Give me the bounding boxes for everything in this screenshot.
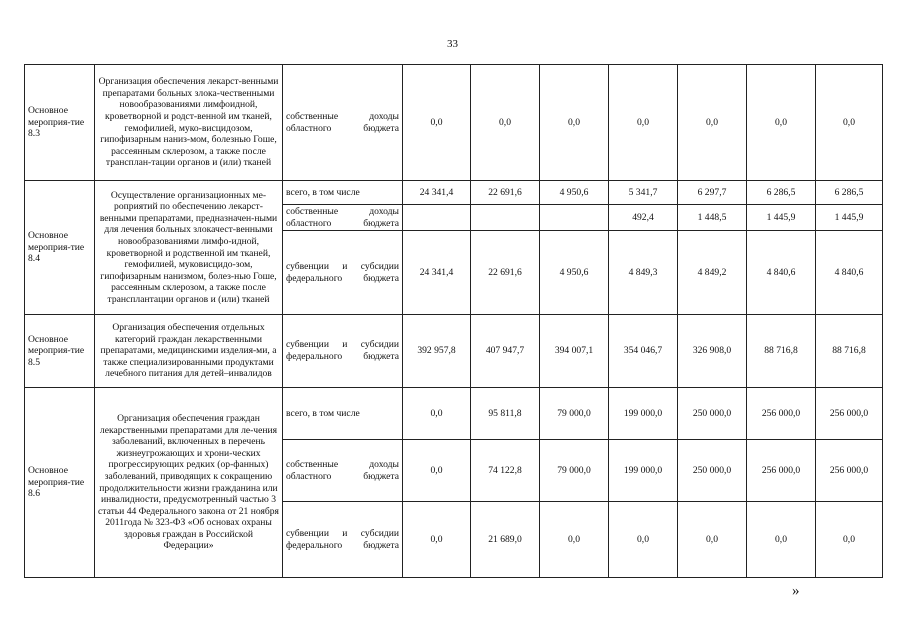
value-cell: 0,0 — [678, 65, 747, 181]
value-cell — [403, 205, 471, 231]
value-cell: 4 849,2 — [678, 231, 747, 315]
activity-cell: Основное мероприя-тие 8.3 — [25, 65, 95, 181]
closing-quote: » — [792, 583, 800, 599]
value-cell: 394 007,1 — [540, 315, 609, 388]
value-cell: 256 000,0 — [816, 388, 883, 440]
value-cell: 492,4 — [609, 205, 678, 231]
value-cell: 24 341,4 — [403, 231, 471, 315]
value-cell: 0,0 — [816, 65, 883, 181]
value-cell: 88 716,8 — [747, 315, 816, 388]
source-cell: всего, в том числе — [283, 181, 403, 205]
value-cell: 4 950,6 — [540, 231, 609, 315]
value-cell: 0,0 — [678, 502, 747, 578]
value-cell: 4 840,6 — [816, 231, 883, 315]
value-cell: 21 689,0 — [471, 502, 540, 578]
value-cell: 250 000,0 — [678, 388, 747, 440]
activity-cell: Основное мероприя-тие 8.6 — [25, 388, 95, 578]
value-cell: 0,0 — [471, 65, 540, 181]
description-cell: Организация обеспечения граждан лекарственными препаратами для ле-чения заболеваний, включенных в перечень жизнеугрожающих и хрони-ческих прогрессирующих редких (ор-фанных) заболеваний, приводящих к сокращению продолжительности жизни гражданина или инвалидности, предусмотренный частью 3 статьи 44 Федерального закона от 21 ноября 2011года № 323-ФЗ «Об основах охраны здоровья граждан в Российской Федерации» — [95, 388, 283, 578]
value-cell: 6 286,5 — [747, 181, 816, 205]
value-cell: 88 716,8 — [816, 315, 883, 388]
value-cell: 1 448,5 — [678, 205, 747, 231]
value-cell: 326 908,0 — [678, 315, 747, 388]
value-cell — [471, 205, 540, 231]
value-cell: 256 000,0 — [747, 440, 816, 502]
value-cell: 199 000,0 — [609, 388, 678, 440]
source-cell: субвенции и субсидии федерального бюджета — [283, 502, 403, 578]
value-cell: 4 840,6 — [747, 231, 816, 315]
value-cell: 0,0 — [403, 440, 471, 502]
value-cell: 199 000,0 — [609, 440, 678, 502]
value-cell: 1 445,9 — [747, 205, 816, 231]
description-cell: Осуществление организационных ме-роприятий по обеспечению лекарст-венными препаратами, предназначен-ными для лечения больных злокачест-венными новообразованиями лимфо-идной, кроветворной и родственной им тканей, гемофилией, муковисцидо-зом, гипофизарным нанизмом, болез-нью Гоше, рассеянным склерозом, а также после трансплантации органов и (или) тканей — [95, 181, 283, 315]
value-cell: 0,0 — [816, 502, 883, 578]
value-cell: 4 950,6 — [540, 181, 609, 205]
source-cell: субвенции и субсидии федерального бюджета — [283, 315, 403, 388]
source-cell: всего, в том числе — [283, 388, 403, 440]
value-cell: 0,0 — [747, 502, 816, 578]
value-cell: 0,0 — [540, 65, 609, 181]
value-cell: 6 286,5 — [816, 181, 883, 205]
value-cell: 22 691,6 — [471, 231, 540, 315]
page-number: 33 — [447, 38, 458, 50]
value-cell: 392 957,8 — [403, 315, 471, 388]
value-cell: 354 046,7 — [609, 315, 678, 388]
source-cell: собственные доходы областного бюджета — [283, 65, 403, 181]
value-cell: 6 297,7 — [678, 181, 747, 205]
value-cell: 5 341,7 — [609, 181, 678, 205]
table-row — [25, 315, 883, 388]
description-cell: Организация обеспечения отдельных категорий граждан лекарственными препаратами, медицинскими изделия-ми, а также специализированными продуктами лечебного питания для детей–инвалидов — [95, 315, 283, 388]
description-cell: Организация обеспечения лекарст-венными препаратами больных злока-чественными новообразованиями лимфоидной, кроветворной и родст-венной им тканей, гемофилией, муко-висцидозом, гипофизарным наниз-мом, болезнью Гоше, рассеянным склерозом, а также после трансплан-тации органов и (или) тканей — [95, 65, 283, 181]
value-cell: 250 000,0 — [678, 440, 747, 502]
value-cell: 22 691,6 — [471, 181, 540, 205]
value-cell: 0,0 — [540, 502, 609, 578]
value-cell: 95 811,8 — [471, 388, 540, 440]
table-row — [25, 388, 883, 440]
value-cell: 4 849,3 — [609, 231, 678, 315]
value-cell: 0,0 — [403, 388, 471, 440]
source-cell: субвенции и субсидии федерального бюджета — [283, 231, 403, 315]
source-cell: собственные доходы областного бюджета — [283, 440, 403, 502]
value-cell: 0,0 — [609, 502, 678, 578]
value-cell: 256 000,0 — [816, 440, 883, 502]
value-cell: 79 000,0 — [540, 388, 609, 440]
budget-table — [24, 64, 883, 578]
value-cell: 407 947,7 — [471, 315, 540, 388]
value-cell: 79 000,0 — [540, 440, 609, 502]
table-row — [25, 65, 883, 181]
activity-cell: Основное мероприя-тие 8.5 — [25, 315, 95, 388]
source-cell: собственные доходы областного бюджета — [283, 205, 403, 231]
value-cell: 0,0 — [403, 65, 471, 181]
value-cell — [540, 205, 609, 231]
value-cell: 0,0 — [747, 65, 816, 181]
value-cell: 74 122,8 — [471, 440, 540, 502]
value-cell: 1 445,9 — [816, 205, 883, 231]
value-cell: 24 341,4 — [403, 181, 471, 205]
value-cell: 0,0 — [609, 65, 678, 181]
activity-cell: Основное мероприя-тие 8.4 — [25, 181, 95, 315]
table-row — [25, 181, 883, 205]
value-cell: 256 000,0 — [747, 388, 816, 440]
value-cell: 0,0 — [403, 502, 471, 578]
